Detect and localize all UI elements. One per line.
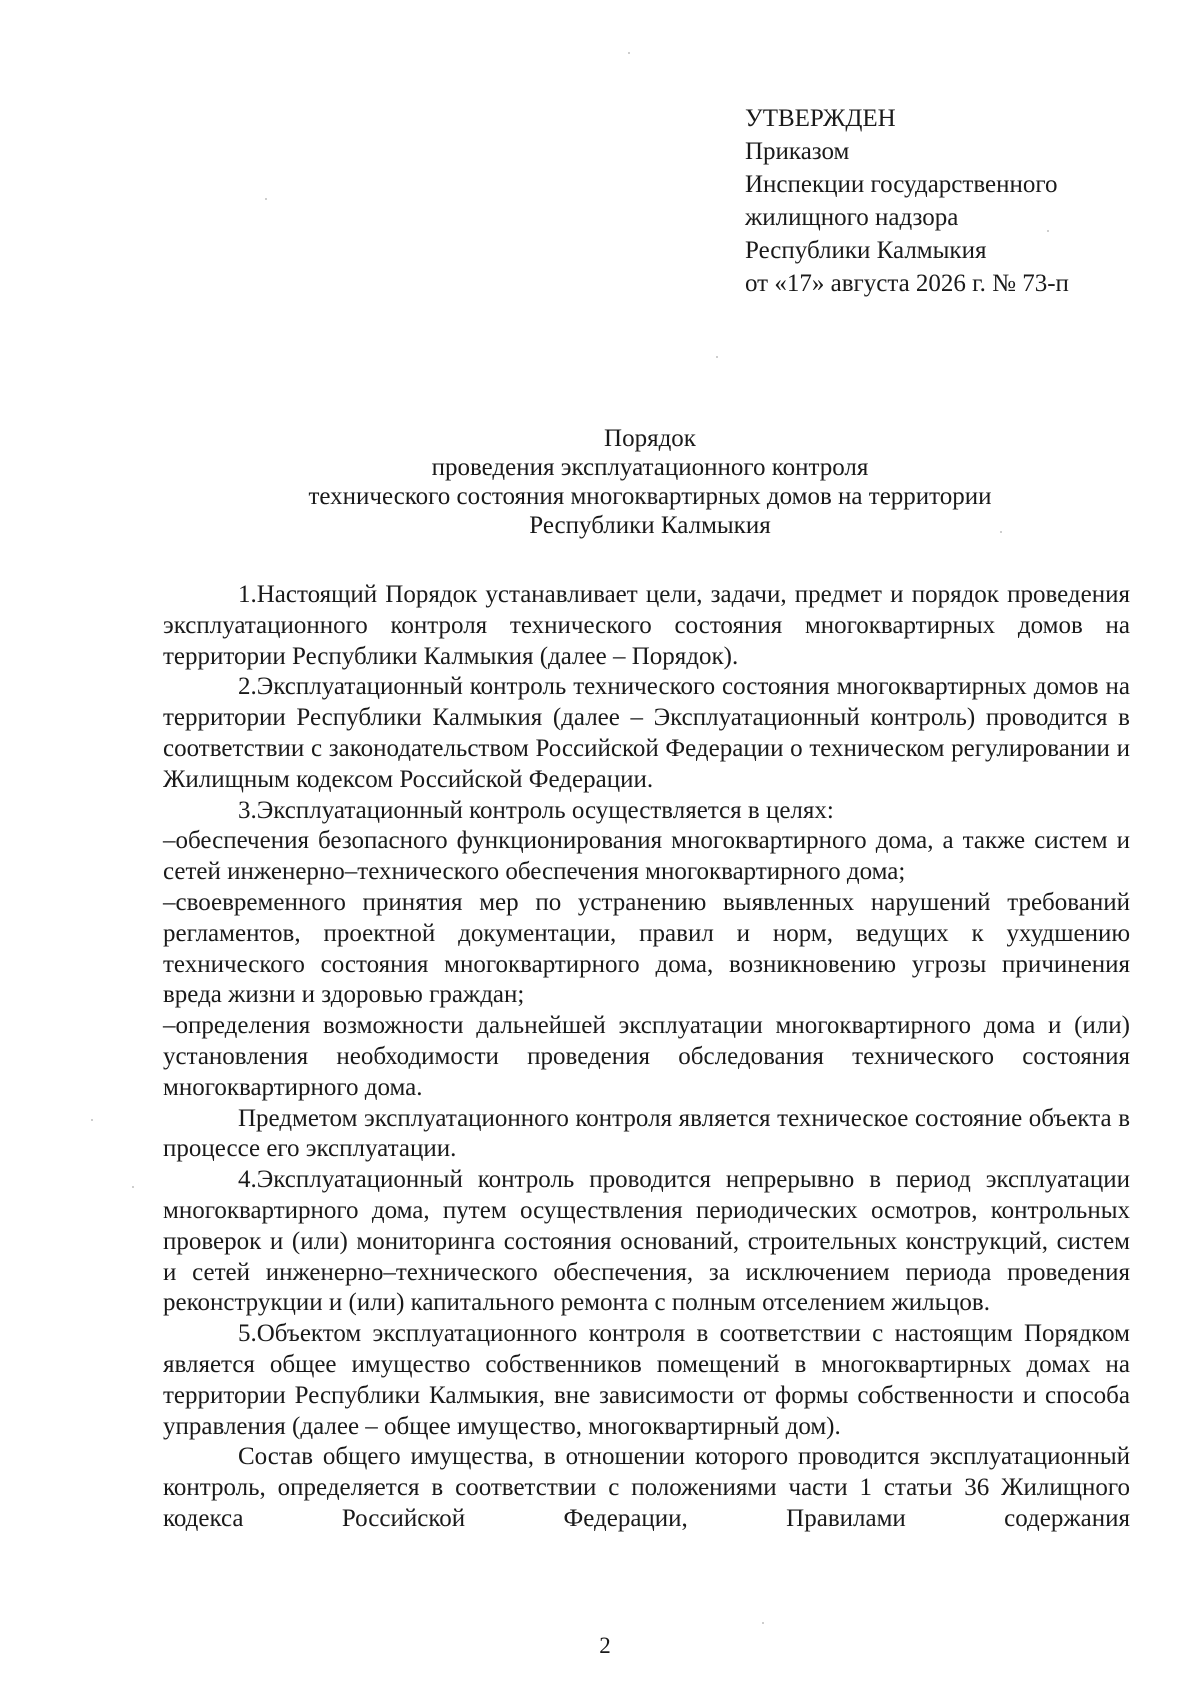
title-line: Порядок: [604, 425, 696, 452]
document-title: [160, 424, 1140, 540]
approval-line: от «17» августа 2026 г. № 73-п: [745, 270, 1069, 297]
list-item: –определения возможности дальнейшей эксплуатации многоквартирного дома и (или) установления необходимости проведения обследования технического состояния многоквартирного дома.: [163, 1012, 1130, 1101]
paragraph: 5.Объектом эксплуатационного контроля в соответствии с настоящим Порядком является общее имущество собственников помещений в многоквартирных домах на территории Республики Калмыкия, вне зависимости от формы собственности и способа управления (далее – общее имущество, многоквартирный дом).: [163, 1320, 1130, 1440]
scan-speck: [716, 356, 718, 358]
title-line: технического состояния многоквартирных домов на территории: [308, 483, 992, 510]
paragraph: 3.Эксплуатационный контроль осуществляется в целях:: [238, 796, 834, 824]
scan-speck: [1000, 531, 1002, 533]
list-item: –своевременного принятия мер по устранению выявленных нарушений требований регламентов, проектной документации, правил и норм, ведущих к ухудшению технического состояния многоквартирного дома, возникновению угрозы причинения вреда жизни и здоровью граждан;: [163, 888, 1130, 1009]
approval-line: Инспекции государственного: [745, 171, 1058, 198]
list-item: –обеспечения безопасного функционирования многоквартирного дома, а также систем и сетей инженерно–технического обеспечения многоквартирного дома;: [163, 827, 1130, 886]
page-number: 2: [599, 1633, 611, 1658]
paragraph: 2.Эксплуатационный контроль технического состояния многоквартирных домов на территории Республики Калмыкия (далее – Эксплуатационный контроль) проводится в соответствии с законодательством Российской Федерации о техническом регулировании и Жилищным кодексом Российской Федерации.: [163, 673, 1130, 793]
title-line: Республики Калмыкия: [529, 512, 771, 539]
paragraph: Состав общего имущества, в отношении которого проводится эксплуатационный контроль, определяется в соответствии с положениями части 1 статьи 36 Жилищного кодекса Российской Федерации, Правилами содержания: [163, 1443, 1130, 1532]
scan-speck: [265, 198, 267, 200]
approval-line: УТВЕРЖДЕН: [745, 105, 896, 132]
document-body: [163, 580, 1130, 1535]
scan-speck: [132, 1186, 134, 1188]
scan-speck: [1047, 230, 1049, 232]
scan-speck: [91, 1119, 93, 1121]
approval-line: Приказом: [745, 138, 850, 165]
approval-line: жилищного надзора: [745, 204, 959, 231]
scan-speck: [762, 1622, 764, 1624]
paragraph: 4.Эксплуатационный контроль проводится непрерывно в период эксплуатации многоквартирного дома, путем осуществления периодических осмотров, контрольных проверок и (или) мониторинга состояния оснований, строительных конструкций, систем и сетей инженерно–технического обеспечения, за исключением периода проведения реконструкции и (или) капитального ремонта с полным отселением жильцов.: [163, 1166, 1130, 1317]
paragraph: 1.Настоящий Порядок устанавливает цели, задачи, предмет и порядок проведения эксплуатационного контроля технического состояния многоквартирных домов на территории Республики Калмыкия (далее – Порядок).: [163, 581, 1130, 670]
approval-stamp: [745, 102, 1145, 300]
title-line: проведения эксплуатационного контроля: [431, 454, 869, 481]
approval-line: Республики Калмыкия: [745, 237, 987, 264]
paragraph: Предметом эксплуатационного контроля является техническое состояние объекта в процессе его эксплуатации.: [163, 1104, 1130, 1163]
scan-speck: [628, 52, 630, 54]
